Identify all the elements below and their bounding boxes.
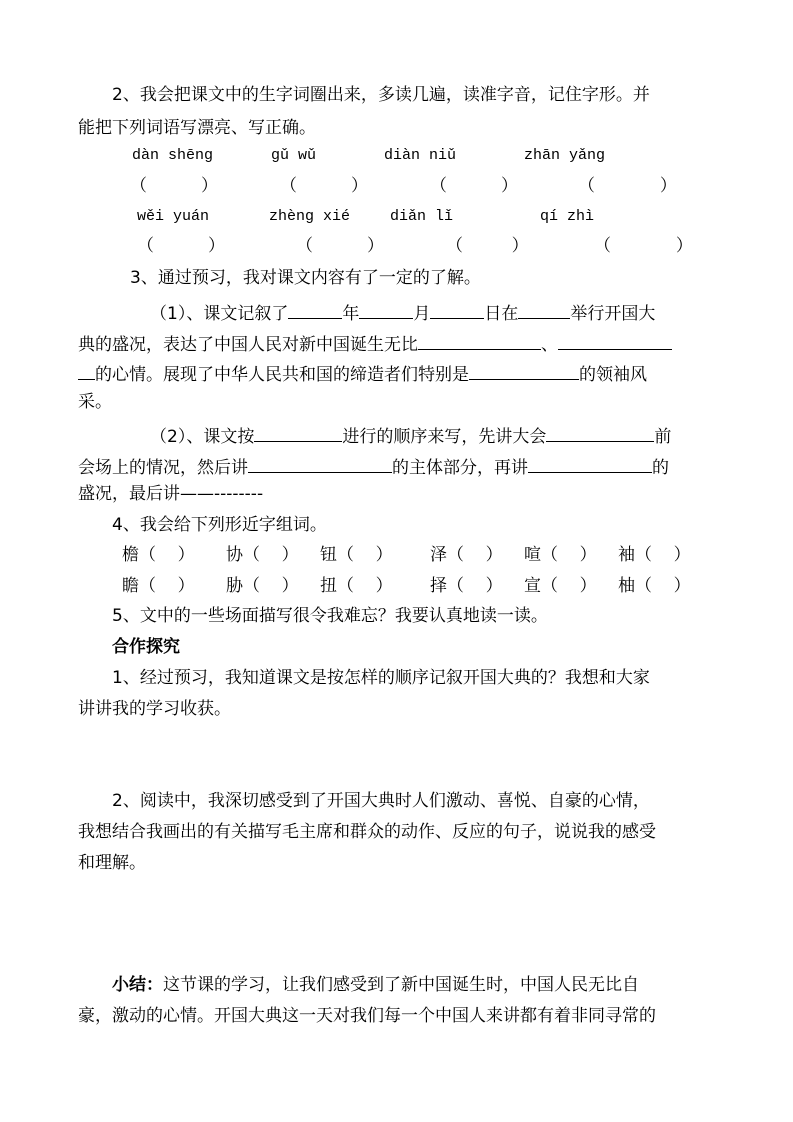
q1-day: 日在 [484, 304, 519, 324]
char-cell: 泽（ ） [430, 545, 503, 565]
section5-heading: 5、文中的一些场面描写很令我难忘？我要认真地读一读。 [112, 606, 548, 626]
summary-text1: 这节课的学习，让我们感受到了新中国诞生时，中国人民无比自 [163, 975, 639, 995]
cooperation-q1-line2: 讲讲我的学习收获。 [78, 699, 231, 719]
cooperation-title: 合作探究 [112, 637, 180, 657]
pinyin-3: diàn niǔ [384, 147, 457, 164]
char-cell: 择（ ） [430, 576, 503, 596]
section3-q1-line4: 采。 [78, 392, 112, 412]
answer-paren[interactable]: （ ） [430, 176, 519, 196]
char-cell: 扭（ ） [320, 576, 393, 596]
q1-sep: 、 [541, 335, 558, 355]
answer-paren[interactable]: （ ） [130, 176, 219, 196]
cooperation-q2-line2: 我想结合我画出的有关描写毛主席和群众的动作、反应的句子，说说我的感受 [78, 822, 656, 842]
answer-paren[interactable]: （ ） [578, 176, 677, 196]
blank-then[interactable] [528, 454, 652, 473]
char-cell: 瞻（ ） [122, 576, 195, 596]
answer-paren[interactable]: （ ） [137, 236, 226, 256]
summary-label: 小结： [112, 975, 163, 995]
q2-line2c: 的 [652, 458, 669, 478]
q1-year: 年 [342, 304, 360, 324]
answer-paren[interactable]: （ ） [594, 236, 693, 256]
blank-order[interactable] [254, 423, 342, 442]
q2-mid: 进行的顺序来写，先讲大会 [342, 427, 547, 447]
q1-tail: 举行开国大 [570, 304, 656, 324]
section3-q1-line1 [150, 300, 655, 324]
pinyin-8: qí zhì [540, 208, 595, 225]
blank-place[interactable] [518, 300, 570, 319]
section3-heading: 3、通过预习，我对课文内容有了一定的了解。 [130, 268, 481, 288]
char-cell: 胁（ ） [226, 576, 299, 596]
blank-feeling2[interactable] [558, 331, 672, 350]
section3-q2-line3: 盛况，最后讲——-------- [78, 484, 264, 504]
section3-q2-line2 [78, 454, 669, 478]
pinyin-2: gǔ wǔ [271, 147, 317, 164]
blank-before[interactable] [546, 423, 654, 442]
char-cell: 协（ ） [226, 545, 299, 565]
char-cell: 喧（ ） [524, 545, 597, 565]
blank-month[interactable] [359, 300, 413, 319]
q1-line3b: 的领袖风 [579, 365, 647, 385]
section3-q1-line3 [78, 361, 647, 385]
q2-line2b: 的主体部分，再讲 [392, 458, 528, 478]
section3-q2-line1 [150, 423, 671, 447]
answer-paren[interactable]: （ ） [280, 176, 369, 196]
cooperation-q1-line1: 1、经过预习，我知道课文是按怎样的顺序记叙开国大典的？我想和大家 [112, 668, 650, 688]
blank-feeling2-cont[interactable] [78, 361, 95, 380]
section3-q1-line2 [78, 331, 672, 355]
pinyin-1: dàn shēng [132, 147, 214, 164]
section2-line1: 2、我会把课文中的生字词圈出来，多读几遍，读准字音，记住字形。并 [112, 85, 650, 105]
answer-paren[interactable]: （ ） [446, 236, 529, 256]
section4-heading: 4、我会给下列形近字组词。 [112, 515, 327, 535]
q2-prefix: （2）、课文按 [150, 427, 255, 447]
answer-paren[interactable]: （ ） [296, 236, 385, 256]
q2-line2a: 会场上的情况，然后讲 [78, 458, 248, 478]
cooperation-q2-line1: 2、阅读中，我深切感受到了开国大典时人们激动、喜悦、自豪的心情， [112, 791, 650, 811]
pinyin-4: zhān yǎng [524, 147, 606, 164]
q2-tail: 前 [654, 427, 672, 447]
section2-line2: 能把下列词语写漂亮、写正确。 [78, 118, 316, 138]
char-cell: 宣（ ） [524, 576, 597, 596]
blank-year[interactable] [288, 300, 342, 319]
blank-feeling1[interactable] [418, 331, 541, 350]
summary-line2: 豪，激动的心情。开国大典这一天对我们每一个中国人来讲都有着非同寻常的 [78, 1006, 656, 1026]
blank-day[interactable] [430, 300, 484, 319]
q1-line2a: 典的盛况，表达了中国人民对新中国诞生无比 [78, 335, 418, 355]
summary-line1 [112, 975, 639, 995]
q1-line3a: 的心情。展现了中华人民共和国的缔造者们特别是 [95, 365, 469, 385]
char-cell: 袖（ ） [618, 545, 691, 565]
q1-prefix: （1）、课文记叙了 [150, 304, 289, 324]
pinyin-7: diǎn lǐ [390, 208, 454, 225]
blank-main[interactable] [248, 454, 392, 473]
char-cell: 檐（ ） [122, 545, 195, 565]
pinyin-5: wěi yuán [137, 208, 210, 225]
char-cell: 钮（ ） [320, 545, 393, 565]
char-cell: 柚（ ） [618, 576, 691, 596]
q1-month: 月 [413, 304, 431, 324]
pinyin-6: zhèng xié [269, 208, 351, 225]
cooperation-q2-line3: 和理解。 [78, 853, 146, 873]
blank-leader[interactable] [469, 361, 579, 380]
